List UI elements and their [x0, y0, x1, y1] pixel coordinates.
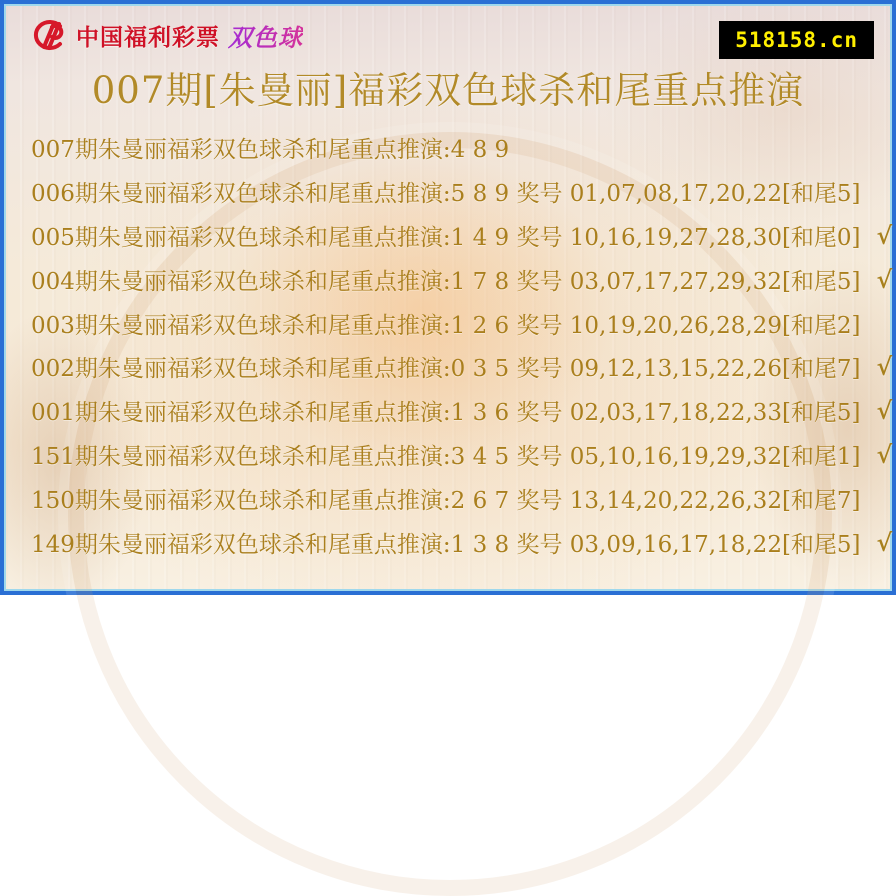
prediction-text: 003期朱曼丽福彩双色球杀和尾重点推演:1 2 6 奖号 10,19,20,26,28,29[和尾2]	[31, 312, 861, 339]
hit-check-icon: √	[876, 352, 893, 382]
prediction-text: 004期朱曼丽福彩双色球杀和尾重点推演:1 7 8 奖号 03,07,17,27,29,32[和尾5]	[31, 268, 861, 295]
prediction-row	[31, 476, 874, 520]
site-url-badge[interactable]: 518158.cn	[719, 21, 874, 59]
hit-check-icon: √	[876, 527, 893, 557]
prediction-text: 006期朱曼丽福彩双色球杀和尾重点推演:5 8 9 奖号 01,07,08,17,20,22[和尾5]	[31, 181, 861, 208]
hit-check-icon: √	[876, 439, 893, 469]
prediction-list	[31, 126, 893, 564]
prediction-text: 151期朱曼丽福彩双色球杀和尾重点推演:3 4 5 奖号 05,10,16,19,29,32[和尾1]	[31, 443, 861, 470]
prediction-row	[31, 433, 893, 477]
page-title: 007期[朱曼丽]福彩双色球杀和尾重点推演	[91, 69, 805, 112]
prediction-row	[31, 214, 893, 258]
prediction-row	[31, 345, 893, 389]
hit-check-icon: √	[876, 396, 893, 426]
brand-text: 中国福利彩票	[76, 23, 220, 50]
prediction-row	[31, 170, 874, 214]
prediction-text: 150期朱曼丽福彩双色球杀和尾重点推演:2 6 7 奖号 13,14,20,22,26,32[和尾7]	[31, 487, 861, 514]
prediction-row	[31, 126, 874, 170]
cwl-logo	[30, 16, 303, 54]
prediction-row	[31, 257, 893, 301]
prediction-row	[31, 389, 893, 433]
prediction-text: 149期朱曼丽福彩双色球杀和尾重点推演:1 3 8 奖号 03,09,16,17,18,22[和尾5]	[31, 531, 861, 558]
prediction-text: 002期朱曼丽福彩双色球杀和尾重点推演:0 3 5 奖号 09,12,13,15,22,26[和尾7]	[31, 356, 861, 383]
prediction-row	[31, 301, 874, 345]
prediction-text: 001期朱曼丽福彩双色球杀和尾重点推演:1 3 6 奖号 02,03,17,18,22,33[和尾5]	[31, 400, 861, 427]
prediction-text: 007期朱曼丽福彩双色球杀和尾重点推演:4 8 9	[31, 137, 510, 164]
prediction-text: 005期朱曼丽福彩双色球杀和尾重点推演:1 4 9 奖号 10,16,19,27,28,30[和尾0]	[31, 224, 861, 251]
hit-check-icon: √	[876, 264, 893, 294]
top-bar	[4, 4, 892, 62]
cwl-emblem-icon	[30, 17, 68, 53]
prediction-row	[31, 520, 893, 564]
hit-check-icon: √	[876, 220, 893, 250]
product-text: 双色球	[228, 18, 303, 53]
